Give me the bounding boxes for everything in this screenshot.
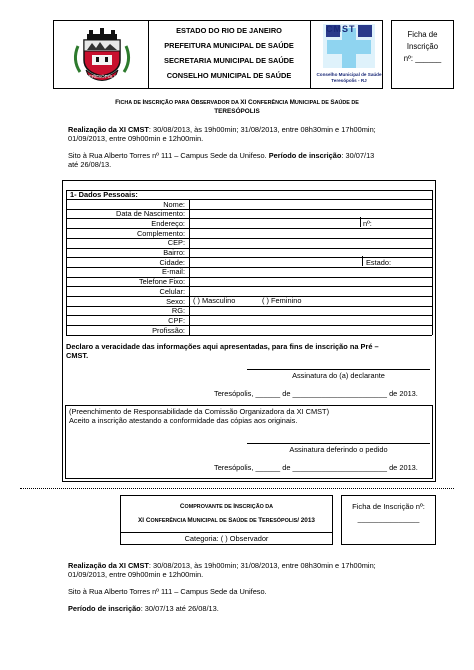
realizacao-label: Realização da XI CMST [68, 125, 149, 134]
sexo-feminino-option[interactable]: ( ) Feminino [262, 296, 302, 305]
ficha-label-line2: Inscrição [406, 42, 439, 51]
dados-field-input[interactable] [190, 316, 431, 325]
declaracao-line1: Declaro a veracidade das informações aqui apresentadas, para fins de inscrição na Pré – [66, 342, 379, 351]
dados-field-label: E-mail: [162, 267, 185, 277]
svg-text:TERESÓPOLIS: TERESÓPOLIS [86, 74, 118, 79]
dados-field-label: Celular: [159, 286, 185, 296]
realizacao2-line1: Realização da XI CMST: 30/08/2013, às 19h00min; 31/08/2013, entre 08h30min e 17h00min; [68, 561, 376, 570]
dados-field-label: Sexo: [166, 296, 185, 306]
cmst-logo-city: Teresópolis - RJ [331, 78, 367, 83]
form-title-line2: TERESÓPOLIS [214, 108, 260, 115]
header-line-secretaria: SECRETARIA MUNICIPAL DE SAÚDE [164, 56, 294, 65]
declaracao-line2: CMST. [66, 351, 89, 360]
header-line-prefeitura: PREFEITURA MUNICIPAL DE SAÚDE [164, 41, 294, 50]
dados-field-input[interactable] [190, 200, 431, 209]
comissao-signature-line[interactable] [247, 443, 430, 444]
dados-field-label: Nome: [163, 199, 185, 209]
dados-field-label: RG: [171, 306, 185, 316]
comprovante-subtitle: XI CONFERÊNCIA MUNICIPAL DE SAÚDE DE TERESÓPOLIS/ 2013 [138, 517, 315, 524]
dados-field-label: Cidade: [159, 257, 185, 267]
periodo-label: Período de inscrição [268, 151, 342, 160]
comprovante-divider [120, 532, 333, 533]
dados-field-label: Data de Nascimento: [115, 209, 185, 219]
ficha-number-field[interactable]: nº: ______ [403, 54, 442, 63]
header-divider-right [310, 20, 311, 89]
realizacao2-label: Realização da XI CMST [68, 561, 149, 570]
form-title: FICHA DE INSCRIÇÃO PARA OBSERVADOR DA XI CONFERÊNCIA MUNICIPAL DE SAÚDE DE [115, 99, 359, 106]
dados-field-label: Endereço: [151, 218, 185, 228]
sexo-masculino-option[interactable]: ( ) Masculino [193, 296, 236, 305]
comissao-line1: (Preenchimento de Responsabilidade da Comissão Organizadora da XI CMST) [69, 407, 330, 416]
comprovante-title: COMPROVANTE DE INSCRIÇÃO DA [179, 503, 274, 510]
dados-field-input[interactable] [190, 326, 431, 335]
dados-field-label: CEP: [167, 238, 185, 248]
numero-label: nº: [363, 219, 372, 228]
estado-divider [362, 256, 363, 266]
dados-field-input[interactable] [190, 219, 431, 228]
cmst-logo [318, 22, 380, 87]
comissao-line2: Aceito a inscrição atestando a conformidade das cópias aos originais. [69, 416, 298, 425]
dados-field-input[interactable] [190, 258, 431, 267]
categoria-observador-option[interactable]: Categoria: ( ) Observador [184, 534, 269, 543]
dados-field-input[interactable] [190, 278, 431, 287]
declaracao-date-line[interactable]: Teresópolis, ______ de _______________________ de 2013. [214, 389, 418, 398]
dados-field-label: Profissão: [152, 325, 185, 335]
header-line-estado: ESTADO DO RIO DE JANEIRO [176, 26, 282, 35]
dados-field-input[interactable] [190, 307, 431, 316]
dados-section-title: 1- Dados Pessoais: [70, 190, 138, 199]
dados-field-label: CPF: [168, 315, 185, 325]
cut-dotted-line [20, 488, 454, 489]
dados-field-input[interactable] [190, 239, 431, 248]
dados-grid-right [432, 190, 433, 335]
dados-field-input[interactable] [190, 268, 431, 277]
coat-of-arms-logo [70, 26, 134, 84]
header-line-conselho: CONSELHO MUNICIPAL DE SAÚDE [166, 71, 292, 80]
numero-divider [360, 217, 361, 227]
periodo-line2: até 26/08/13. [68, 160, 112, 169]
sito-line: Sito à Rua Alberto Torres nº 111 – Campus Sede da Unifeso. Período de inscrição: 30/07/13 [68, 151, 375, 160]
declarante-signature-label: Assinatura do (a) declarante [292, 371, 385, 380]
comissao-signature-label: Assinatura deferindo o pedido [289, 445, 388, 454]
sito2-line: Sito à Rua Alberto Torres nº 111 – Campus Sede da Unifeso. [68, 587, 267, 596]
cmst-logo-acronym: CMST [326, 24, 356, 34]
cmst-logo-caption: Conselho Municipal de Saúde [316, 72, 382, 77]
comprovante-ficha-number-field[interactable]: _______________ [357, 514, 420, 523]
estado-label: Estado: [366, 258, 392, 267]
dados-field-input[interactable] [190, 287, 431, 296]
declarante-signature-line[interactable] [247, 369, 430, 370]
realizacao-line1: Realização da XI CMST: 30/08/2013, às 19h00min; 31/08/2013, entre 08h30min e 17h00min; [68, 125, 376, 134]
comissao-date-line[interactable]: Teresópolis, ______ de _______________________ de 2013. [214, 463, 418, 472]
dados-field-input[interactable] [190, 229, 431, 238]
periodo2-line: Período de inscrição: 30/07/13 até 26/08/13. [68, 604, 219, 613]
realizacao-line2: 01/09/2013, entre 09h00min e 12h00min. [68, 134, 204, 143]
dados-grid-bottom [66, 335, 432, 336]
dados-field-input[interactable] [190, 249, 431, 258]
periodo2-label: Período de inscrição [68, 604, 141, 613]
realizacao2-line2: 01/09/2013, entre 09h00min e 12h00min. [68, 570, 204, 579]
dados-field-label: Telefone Fixo: [138, 277, 185, 287]
ficha-label-line1: Ficha de [407, 30, 438, 39]
comprovante-ficha-label: Ficha de Inscrição nº: [352, 502, 425, 511]
dados-field-label: Complemento: [136, 228, 185, 238]
dados-field-label: Bairro: [163, 248, 185, 257]
dados-field-input[interactable] [190, 210, 431, 219]
